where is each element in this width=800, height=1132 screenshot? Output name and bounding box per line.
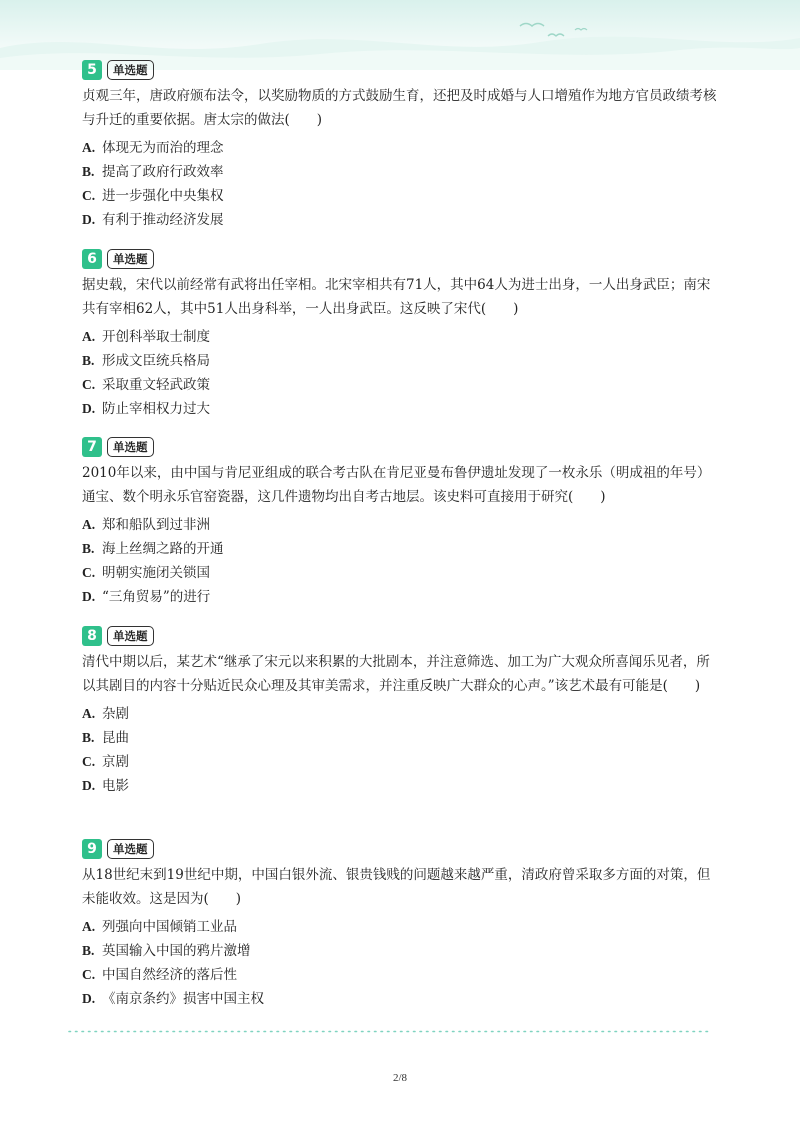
option-d[interactable]: D. 电影: [82, 778, 129, 794]
options-list: [82, 513, 722, 609]
question-type-tag: 单选题: [107, 626, 154, 646]
page-number: 2/8: [392, 1072, 408, 1084]
question-type-tag: 单选题: [107, 839, 154, 859]
option-c[interactable]: C. 京剧: [82, 754, 129, 770]
question-block: [82, 626, 722, 798]
question-type-tag: 单选题: [107, 437, 154, 457]
question-block: [82, 437, 722, 609]
question-stem: 清代中期以后，某艺术“继承了宋元以来积累的大批剧本，并注意筛选、加工为广大观众所喜闻乐见者，所以其剧目的内容十分贴近民众心理及其审美需求，并注重反映广大群众的心声。”该艺术最有可能是( ): [82, 654, 710, 694]
footer-divider: [68, 1030, 712, 1033]
option-c[interactable]: C. 进一步强化中央集权: [82, 188, 224, 204]
question-stem: 据史载，宋代以前经常有武将出任宰相。北宋宰相共有71人，其中64人为进士出身，一人出身武臣；南宋共有宰相62人，其中51人出身科举，一人出身武臣。这反映了宋代( ): [82, 277, 711, 317]
question-block: [82, 839, 722, 1011]
option-d[interactable]: D. “三角贸易”的进行: [82, 589, 211, 605]
question-stem: 2010年以来，由中国与肯尼亚组成的联合考古队在肯尼亚曼布鲁伊遗址发现了一枚永乐（明成祖的年号）通宝、数个明永乐官窑瓷器，这几件遗物均出自考古地层。该史料可直接用于研究( ): [82, 465, 711, 505]
options-list: [82, 702, 722, 798]
option-d[interactable]: D. 有利于推动经济发展: [82, 212, 224, 228]
option-c[interactable]: C. 采取重文轻武政策: [82, 377, 210, 393]
question-number-badge: 6: [82, 249, 102, 269]
options-list: [82, 136, 722, 232]
option-b[interactable]: B. 英国输入中国的鸦片激增: [82, 943, 251, 959]
question-block: [82, 249, 722, 421]
options-list: [82, 915, 722, 1011]
question-stem: 从18世纪末到19世纪中期，中国白银外流、银贵钱贱的问题越来越严重，清政府曾采取多方面的对策，但未能收效。这是因为( ): [82, 867, 711, 907]
option-a[interactable]: A. 郑和船队到过非洲: [82, 517, 210, 533]
option-d[interactable]: D. 防止宰相权力过大: [82, 401, 210, 417]
option-b[interactable]: B. 提高了政府行政效率: [82, 164, 224, 180]
options-list: [82, 325, 722, 421]
option-a[interactable]: A. 开创科举取士制度: [82, 329, 210, 345]
option-a[interactable]: A. 杂剧: [82, 706, 129, 722]
question-number-badge: 7: [82, 437, 102, 457]
question-stem: 贞观三年，唐政府颁布法令，以奖励物质的方式鼓励生育，还把及时成婚与人口增殖作为地方官员政绩考核与升迁的重要依据。唐太宗的做法( ): [82, 88, 717, 128]
option-b[interactable]: B. 形成文臣统兵格局: [82, 353, 210, 369]
question-block: [82, 60, 722, 232]
question-number-badge: 5: [82, 60, 102, 80]
question-number-badge: 9: [82, 839, 102, 859]
option-c[interactable]: C. 中国自然经济的落后性: [82, 967, 237, 983]
option-a[interactable]: A. 列强向中国倾销工业品: [82, 919, 237, 935]
option-b[interactable]: B. 昆曲: [82, 730, 129, 746]
option-a[interactable]: A. 体现无为而治的理念: [82, 140, 224, 156]
option-c[interactable]: C. 明朝实施闭关锁国: [82, 565, 210, 581]
question-type-tag: 单选题: [107, 249, 154, 269]
question-type-tag: 单选题: [107, 60, 154, 80]
option-d[interactable]: D. 《南京条约》损害中国主权: [82, 991, 264, 1007]
option-b[interactable]: B. 海上丝绸之路的开通: [82, 541, 224, 557]
question-number-badge: 8: [82, 626, 102, 646]
